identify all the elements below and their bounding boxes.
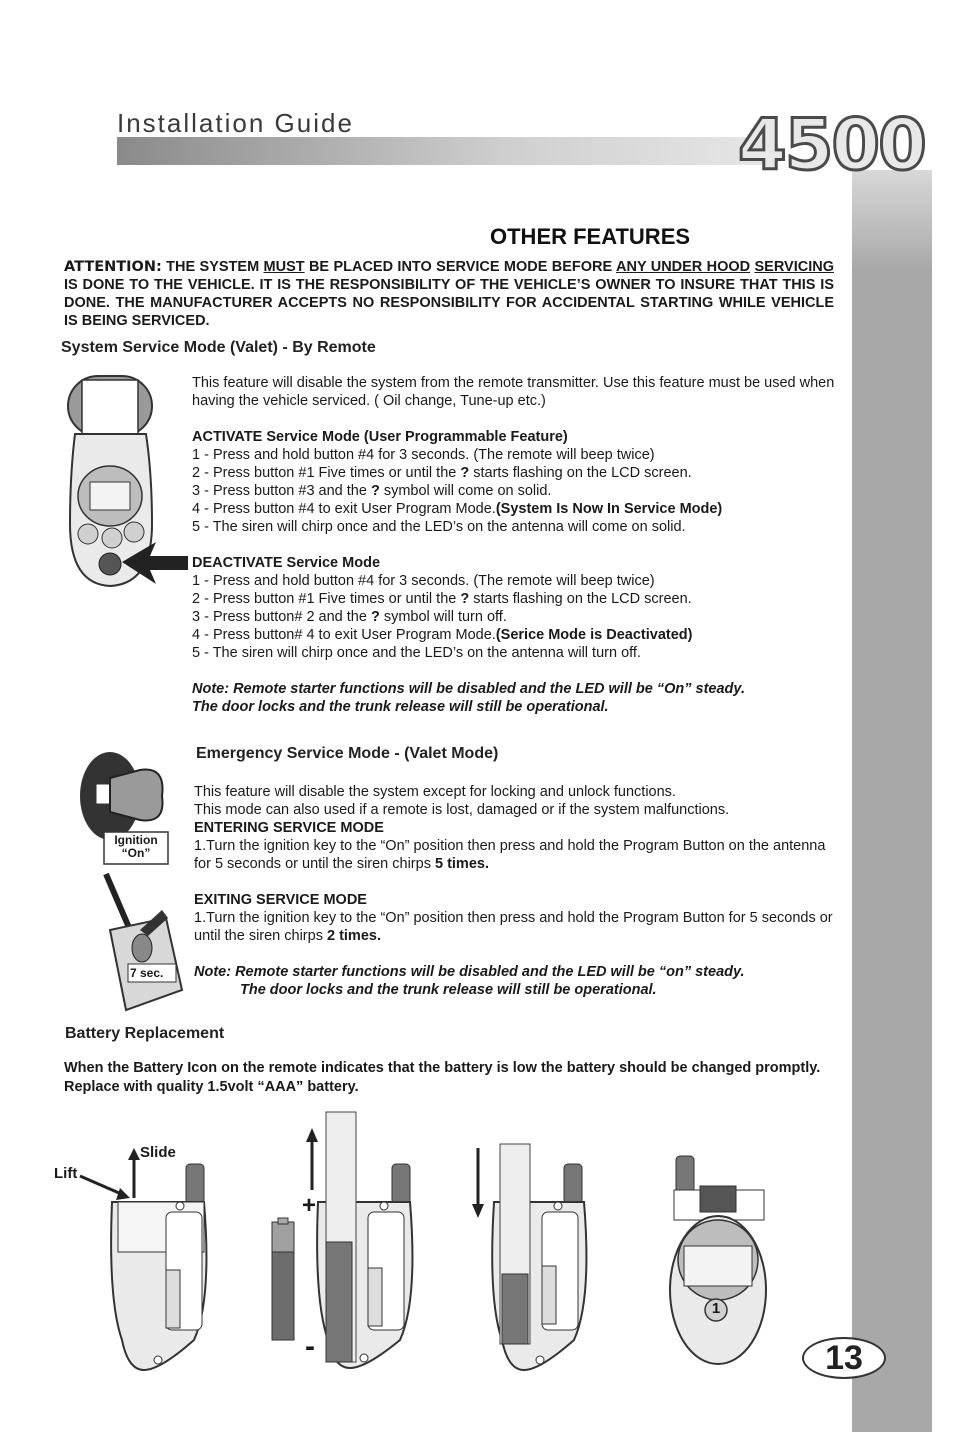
attention-label: ATTENTION: [64, 259, 162, 275]
header-title: Installation Guide [117, 108, 354, 138]
battery-step-3-illustration [444, 1140, 604, 1372]
battery-text: When the Battery Icon on the remote indicates that the battery is low the battery should be changed promptly. Replace with quality 1.5volt “AAA” battery. [64, 1060, 821, 1095]
attention-must: MUST [263, 259, 305, 275]
attention-notice [64, 258, 834, 330]
minus-label: - [305, 1330, 315, 1363]
plus-label: + [302, 1192, 317, 1219]
attention-text-2: BE PLACED INTO SERVICE MODE BEFORE [304, 259, 617, 275]
activate-step-3: 3 - Press button #3 and the ? symbol will come on solid. [192, 483, 552, 499]
activate-step-1: 1 - Press and hold button #4 for 3 seconds. (The remote will beep twice) [192, 447, 655, 463]
remote-illustration [60, 374, 190, 594]
emergency-heading: Emergency Service Mode - (Valet Mode) [196, 745, 499, 762]
entering-heading: ENTERING SERVICE MODE [194, 820, 384, 836]
valet-remote-heading: System Service Mode (Valet) - By Remote [61, 339, 376, 356]
deactivate-step-4: 4 - Press button# 4 to exit User Program Mode.(Serice Mode is Deactivated) [192, 627, 693, 643]
battery-heading: Battery Replacement [65, 1025, 225, 1042]
slide-label: Slide [140, 1144, 176, 1161]
antenna-button-illustration [96, 870, 188, 1020]
activate-heading: ACTIVATE Service Mode (User Programmable Feature) [192, 429, 568, 445]
valet-remote-body [192, 374, 842, 716]
attention-servicing: SERVICING [754, 259, 835, 275]
deactivate-step-3: 3 - Press button# 2 and the ? symbol will turn off. [192, 609, 507, 625]
seven-sec-label: 7 sec. [130, 966, 164, 980]
page-number: 13 [802, 1337, 886, 1379]
attention-any-under-hood: ANY UNDER HOOD [616, 259, 751, 275]
exiting-heading: EXITING SERVICE MODE [194, 892, 367, 908]
deactivate-step-1: 1 - Press and hold button #4 for 3 seconds. (The remote will beep twice) [192, 573, 655, 589]
side-gray-strip [852, 170, 932, 1432]
valet-note-2: The door locks and the trunk release will still be operational. [192, 699, 609, 715]
attention-text-1: THE SYSTEM [161, 259, 264, 275]
valet-remote-intro: This feature will disable the system from the remote transmitter. Use this feature must be used when having the vehicle serviced. ( Oil change, Tune-up etc.) [192, 375, 835, 409]
deactivate-heading: DEACTIVATE Service Mode [192, 555, 381, 571]
entering-text: 1.Turn the ignition key to the “On” position then press and hold the Program Button on the antenna for 5 seconds or until the siren chirps 5 times. [194, 838, 826, 872]
exiting-text: 1.Turn the ignition key to the “On” position then press and hold the Program Button for 5 seconds or until the siren chirps 2 times. [194, 910, 833, 944]
battery-step-2-illustration [262, 1110, 422, 1370]
activate-step-2: 2 - Press button #1 Five times or until the ? starts flashing on the LCD screen. [192, 465, 692, 481]
ignition-on-label: Ignition “On” [114, 833, 158, 860]
emergency-body [194, 783, 846, 999]
activate-step-4: 4 - Press button #4 to exit User Program Mode.(System Is Now In Service Mode) [192, 501, 723, 517]
attention-text-3: IS DONE TO THE VEHICLE. IT IS THE RESPONSIBILITY OF THE VEHICLE’S OWNER TO INSURE THAT THIS IS DONE. THE MANUFACTURER ACCEPTS NO RESPONSIBILITY FOR ACCIDENTAL STARTING WHILE VEHICLE IS BEING SERVICED. [64, 277, 834, 329]
battery-step-4-illustration [660, 1150, 780, 1368]
emergency-line-1: This feature will disable the system except for locking and unlock functions. [194, 784, 676, 800]
valet-note-1: Note: Remote starter functions will be disabled and the LED will be “On” steady. [192, 681, 745, 697]
deactivate-step-5: 5 - The siren will chirp once and the LED’s on the antenna will turn off. [192, 645, 641, 661]
emergency-line-2: This mode can also used if a remote is lost, damaged or if the system malfunctions. [194, 802, 730, 818]
emergency-note-1: Note: Remote starter functions will be disabled and the LED will be “on” steady. [194, 964, 745, 980]
emergency-note-2: The door locks and the trunk release will still be operational. [240, 982, 657, 998]
section-title: OTHER FEATURES [490, 224, 691, 249]
remote-button-1-label: 1 [711, 1300, 721, 1317]
model-number: 4500 [738, 104, 925, 186]
activate-step-5: 5 - The siren will chirp once and the LED’s on the antenna will come on solid. [192, 519, 686, 535]
lift-label: Lift [54, 1165, 78, 1182]
header-gradient-bar [117, 137, 767, 165]
deactivate-step-2: 2 - Press button #1 Five times or until the ? starts flashing on the LCD screen. [192, 591, 692, 607]
